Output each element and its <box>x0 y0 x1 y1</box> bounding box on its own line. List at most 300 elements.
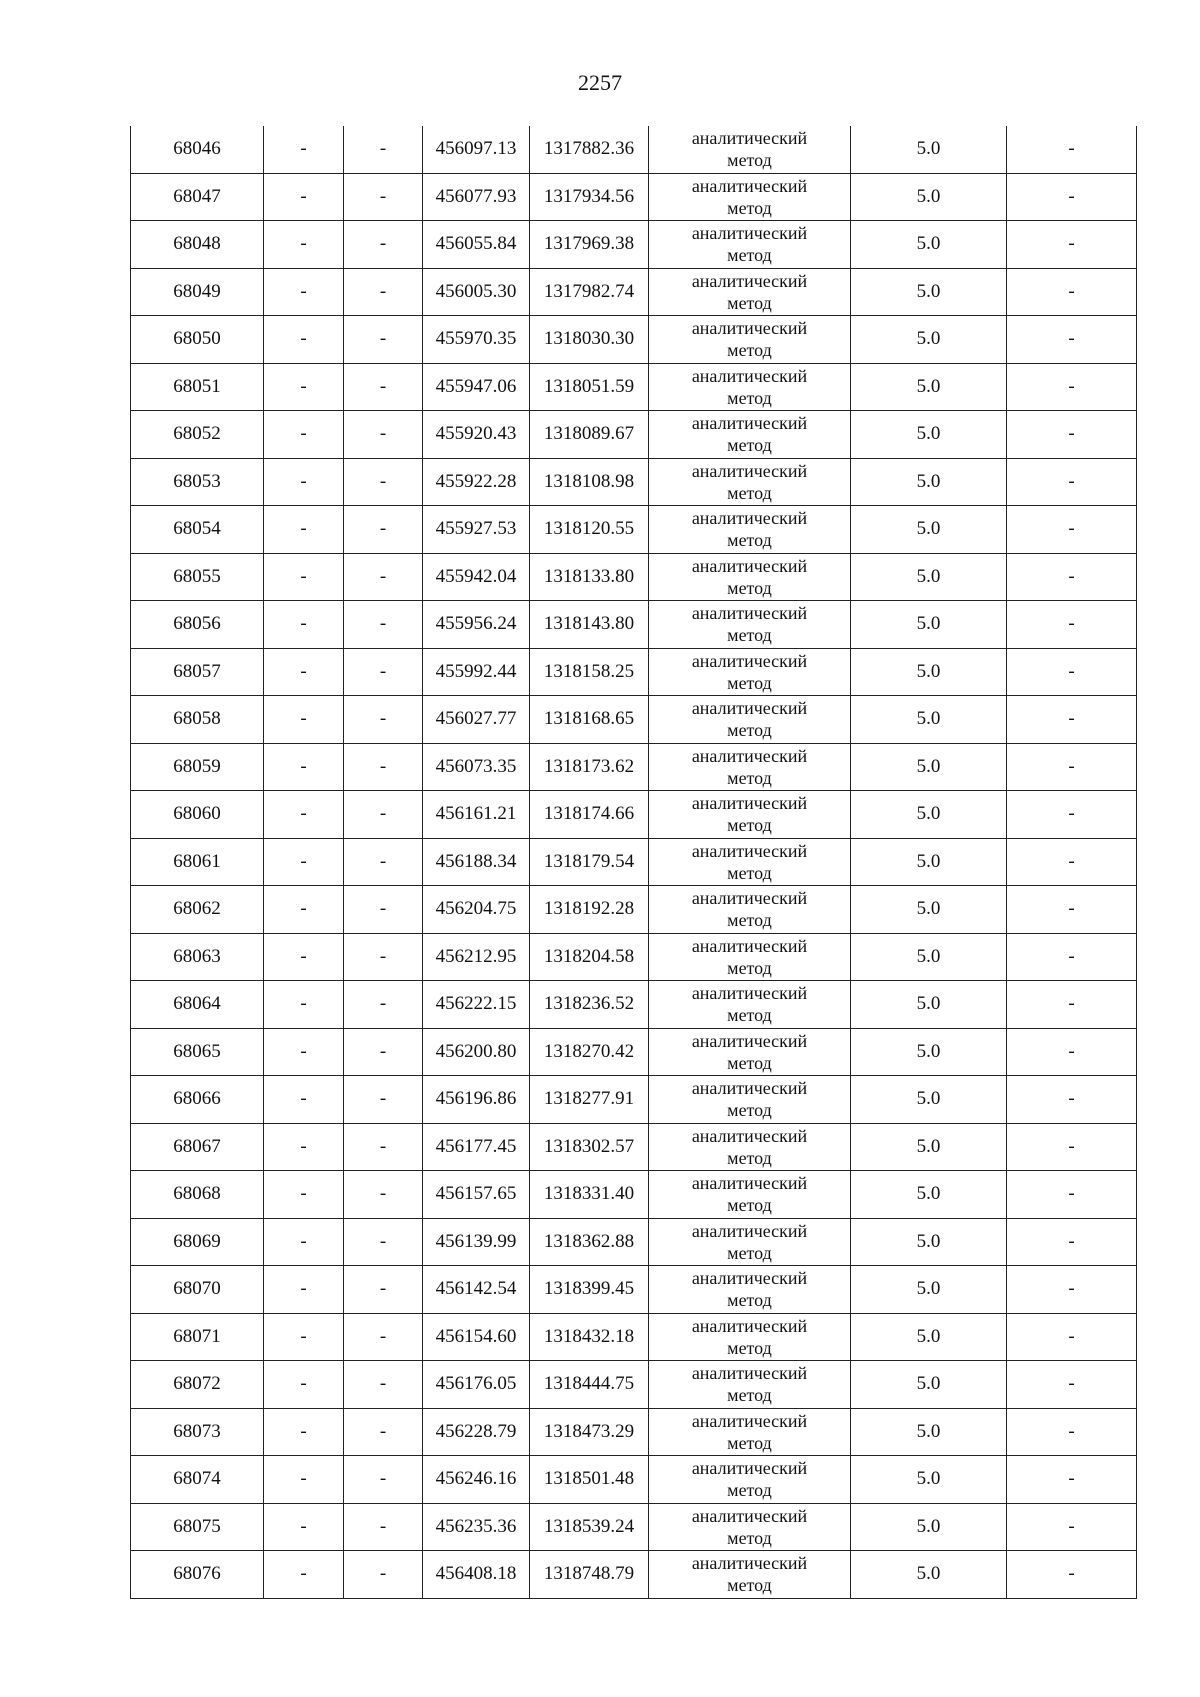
table-row <box>131 1551 1137 1599</box>
point-number-cell: 68064 <box>131 981 264 1029</box>
empty-value-cell: - <box>344 791 423 839</box>
method-line-2: метод <box>727 435 772 456</box>
method-cell <box>649 1171 851 1219</box>
empty-value-cell: - <box>344 411 423 459</box>
method-line-1: аналитический <box>691 460 808 481</box>
y-coordinate-cell: 1318192.28 <box>530 886 649 934</box>
point-number-cell: 68076 <box>131 1551 264 1599</box>
y-coordinate-cell: 1318158.25 <box>530 648 649 696</box>
x-coordinate-cell: 455956.24 <box>423 601 530 649</box>
empty-value-cell: - <box>1007 1076 1137 1124</box>
accuracy-cell: 5.0 <box>851 1266 1007 1314</box>
accuracy-cell: 5.0 <box>851 981 1007 1029</box>
method-line-1: аналитический <box>691 413 808 434</box>
method-cell <box>649 838 851 886</box>
accuracy-cell: 5.0 <box>851 933 1007 981</box>
accuracy-cell: 5.0 <box>851 696 1007 744</box>
empty-value-cell: - <box>1007 1028 1137 1076</box>
empty-value-cell: - <box>264 126 344 173</box>
empty-value-cell: - <box>264 1123 344 1171</box>
method-line-1: аналитический <box>691 1125 808 1146</box>
x-coordinate-cell: 456157.65 <box>423 1171 530 1219</box>
method-cell <box>649 743 851 791</box>
table-row <box>131 1076 1137 1124</box>
table-row <box>131 1456 1137 1504</box>
method-line-2: метод <box>727 1432 772 1453</box>
method-line-2: метод <box>727 387 772 408</box>
empty-value-cell: - <box>264 506 344 554</box>
method-line-1: аналитический <box>691 1315 808 1336</box>
table-row <box>131 1218 1137 1266</box>
empty-value-cell: - <box>344 1361 423 1409</box>
empty-value-cell: - <box>1007 981 1137 1029</box>
method-line-2: метод <box>727 1052 772 1073</box>
accuracy-cell: 5.0 <box>851 458 1007 506</box>
y-coordinate-cell: 1318236.52 <box>530 981 649 1029</box>
empty-value-cell: - <box>264 838 344 886</box>
empty-value-cell: - <box>264 553 344 601</box>
method-cell <box>649 221 851 269</box>
y-coordinate-cell: 1317982.74 <box>530 268 649 316</box>
accuracy-cell: 5.0 <box>851 1313 1007 1361</box>
table-row <box>131 411 1137 459</box>
empty-value-cell: - <box>1007 1361 1137 1409</box>
method-line-1: аналитический <box>691 270 808 291</box>
empty-value-cell: - <box>344 601 423 649</box>
empty-value-cell: - <box>344 506 423 554</box>
method-cell <box>649 1503 851 1551</box>
method-line-1: аналитический <box>691 745 808 766</box>
empty-value-cell: - <box>1007 268 1137 316</box>
method-line-2: метод <box>727 815 772 836</box>
accuracy-cell: 5.0 <box>851 791 1007 839</box>
empty-value-cell: - <box>1007 458 1137 506</box>
y-coordinate-cell: 1318174.66 <box>530 791 649 839</box>
empty-value-cell: - <box>264 1551 344 1599</box>
empty-value-cell: - <box>344 838 423 886</box>
table-body <box>131 126 1137 1598</box>
empty-value-cell: - <box>344 1028 423 1076</box>
method-line-2: метод <box>727 1195 772 1216</box>
empty-value-cell: - <box>264 1171 344 1219</box>
point-number-cell: 68068 <box>131 1171 264 1219</box>
method-cell <box>649 506 851 554</box>
accuracy-cell: 5.0 <box>851 173 1007 221</box>
accuracy-cell: 5.0 <box>851 411 1007 459</box>
x-coordinate-cell: 456176.05 <box>423 1361 530 1409</box>
empty-value-cell: - <box>264 1028 344 1076</box>
empty-value-cell: - <box>344 173 423 221</box>
method-line-1: аналитический <box>691 128 808 149</box>
method-cell <box>649 553 851 601</box>
empty-value-cell: - <box>264 886 344 934</box>
table-row <box>131 1266 1137 1314</box>
method-cell <box>649 1408 851 1456</box>
accuracy-cell: 5.0 <box>851 1076 1007 1124</box>
table-row <box>131 1313 1137 1361</box>
empty-value-cell: - <box>344 316 423 364</box>
x-coordinate-cell: 456188.34 <box>423 838 530 886</box>
x-coordinate-cell: 456212.95 <box>423 933 530 981</box>
table-row <box>131 506 1137 554</box>
x-coordinate-cell: 456246.16 <box>423 1456 530 1504</box>
empty-value-cell: - <box>1007 1266 1137 1314</box>
accuracy-cell: 5.0 <box>851 838 1007 886</box>
y-coordinate-cell: 1318539.24 <box>530 1503 649 1551</box>
method-line-2: метод <box>727 292 772 313</box>
y-coordinate-cell: 1318399.45 <box>530 1266 649 1314</box>
y-coordinate-cell: 1317934.56 <box>530 173 649 221</box>
method-line-1: аналитический <box>691 365 808 386</box>
table-row <box>131 601 1137 649</box>
accuracy-cell: 5.0 <box>851 1361 1007 1409</box>
empty-value-cell: - <box>1007 886 1137 934</box>
accuracy-cell: 5.0 <box>851 268 1007 316</box>
method-cell <box>649 933 851 981</box>
table-row <box>131 791 1137 839</box>
empty-value-cell: - <box>1007 553 1137 601</box>
page-number: 2257 <box>578 70 622 95</box>
empty-value-cell: - <box>1007 126 1137 173</box>
x-coordinate-cell: 456408.18 <box>423 1551 530 1599</box>
method-line-1: аналитический <box>691 1173 808 1194</box>
method-cell <box>649 791 851 839</box>
table-row <box>131 1361 1137 1409</box>
empty-value-cell: - <box>264 1503 344 1551</box>
empty-value-cell: - <box>1007 1218 1137 1266</box>
table-row <box>131 363 1137 411</box>
table-row <box>131 838 1137 886</box>
empty-value-cell: - <box>344 648 423 696</box>
point-number-cell: 68050 <box>131 316 264 364</box>
method-line-1: аналитический <box>691 508 808 529</box>
table-row <box>131 1123 1137 1171</box>
x-coordinate-cell: 456196.86 <box>423 1076 530 1124</box>
point-number-cell: 68052 <box>131 411 264 459</box>
method-line-1: аналитический <box>691 603 808 624</box>
y-coordinate-cell: 1318748.79 <box>530 1551 649 1599</box>
point-number-cell: 68065 <box>131 1028 264 1076</box>
empty-value-cell: - <box>344 221 423 269</box>
method-cell <box>649 1028 851 1076</box>
x-coordinate-cell: 456222.15 <box>423 981 530 1029</box>
accuracy-cell: 5.0 <box>851 1028 1007 1076</box>
method-line-1: аналитический <box>691 1030 808 1051</box>
empty-value-cell: - <box>344 981 423 1029</box>
method-cell <box>649 1361 851 1409</box>
method-line-1: аналитический <box>691 650 808 671</box>
method-line-1: аналитический <box>691 1458 808 1479</box>
accuracy-cell: 5.0 <box>851 363 1007 411</box>
empty-value-cell: - <box>344 743 423 791</box>
method-cell <box>649 173 851 221</box>
table-row <box>131 126 1137 173</box>
accuracy-cell: 5.0 <box>851 1218 1007 1266</box>
method-line-2: метод <box>727 862 772 883</box>
accuracy-cell: 5.0 <box>851 316 1007 364</box>
method-line-1: аналитический <box>691 793 808 814</box>
method-line-1: аналитический <box>691 888 808 909</box>
table-row <box>131 1503 1137 1551</box>
y-coordinate-cell: 1318030.30 <box>530 316 649 364</box>
empty-value-cell: - <box>264 1266 344 1314</box>
y-coordinate-cell: 1318120.55 <box>530 506 649 554</box>
method-line-2: метод <box>727 1337 772 1358</box>
x-coordinate-cell: 456204.75 <box>423 886 530 934</box>
table-row <box>131 648 1137 696</box>
point-number-cell: 68048 <box>131 221 264 269</box>
empty-value-cell: - <box>264 1076 344 1124</box>
method-cell <box>649 696 851 744</box>
point-number-cell: 68058 <box>131 696 264 744</box>
point-number-cell: 68054 <box>131 506 264 554</box>
empty-value-cell: - <box>264 981 344 1029</box>
empty-value-cell: - <box>1007 1123 1137 1171</box>
method-cell <box>649 886 851 934</box>
table-row <box>131 933 1137 981</box>
empty-value-cell: - <box>344 696 423 744</box>
method-cell <box>649 268 851 316</box>
method-line-2: метод <box>727 957 772 978</box>
y-coordinate-cell: 1318302.57 <box>530 1123 649 1171</box>
y-coordinate-cell: 1317969.38 <box>530 221 649 269</box>
y-coordinate-cell: 1318173.62 <box>530 743 649 791</box>
empty-value-cell: - <box>344 1313 423 1361</box>
table-row <box>131 1028 1137 1076</box>
method-cell <box>649 648 851 696</box>
table-row <box>131 981 1137 1029</box>
method-line-2: метод <box>727 625 772 646</box>
method-line-2: метод <box>727 1385 772 1406</box>
empty-value-cell: - <box>264 411 344 459</box>
method-cell <box>649 1456 851 1504</box>
x-coordinate-cell: 456027.77 <box>423 696 530 744</box>
x-coordinate-cell: 456097.13 <box>423 126 530 173</box>
empty-value-cell: - <box>264 173 344 221</box>
table-row <box>131 696 1137 744</box>
method-cell <box>649 1218 851 1266</box>
empty-value-cell: - <box>1007 1313 1137 1361</box>
point-number-cell: 68053 <box>131 458 264 506</box>
method-cell <box>649 126 851 173</box>
x-coordinate-cell: 456139.99 <box>423 1218 530 1266</box>
method-line-2: метод <box>727 1005 772 1026</box>
accuracy-cell: 5.0 <box>851 743 1007 791</box>
method-line-1: аналитический <box>691 840 808 861</box>
method-line-2: метод <box>727 910 772 931</box>
method-line-2: метод <box>727 577 772 598</box>
method-line-1: аналитический <box>691 1268 808 1289</box>
method-cell <box>649 1123 851 1171</box>
x-coordinate-cell: 455970.35 <box>423 316 530 364</box>
x-coordinate-cell: 455942.04 <box>423 553 530 601</box>
method-line-1: аналитический <box>691 935 808 956</box>
x-coordinate-cell: 456005.30 <box>423 268 530 316</box>
point-number-cell: 68075 <box>131 1503 264 1551</box>
method-line-1: аналитический <box>691 175 808 196</box>
y-coordinate-cell: 1318362.88 <box>530 1218 649 1266</box>
empty-value-cell: - <box>264 791 344 839</box>
empty-value-cell: - <box>1007 1408 1137 1456</box>
method-line-2: метод <box>727 1480 772 1501</box>
point-number-cell: 68074 <box>131 1456 264 1504</box>
table-row <box>131 268 1137 316</box>
x-coordinate-cell: 456077.93 <box>423 173 530 221</box>
method-line-2: метод <box>727 1527 772 1548</box>
y-coordinate-cell: 1318501.48 <box>530 1456 649 1504</box>
x-coordinate-cell: 456142.54 <box>423 1266 530 1314</box>
empty-value-cell: - <box>344 268 423 316</box>
point-number-cell: 68059 <box>131 743 264 791</box>
empty-value-cell: - <box>264 268 344 316</box>
empty-value-cell: - <box>264 743 344 791</box>
empty-value-cell: - <box>1007 1171 1137 1219</box>
x-coordinate-cell: 456055.84 <box>423 221 530 269</box>
empty-value-cell: - <box>1007 506 1137 554</box>
empty-value-cell: - <box>344 1218 423 1266</box>
method-line-2: метод <box>727 1575 772 1596</box>
accuracy-cell: 5.0 <box>851 1408 1007 1456</box>
empty-value-cell: - <box>1007 316 1137 364</box>
point-number-cell: 68063 <box>131 933 264 981</box>
empty-value-cell: - <box>264 601 344 649</box>
empty-value-cell: - <box>264 1456 344 1504</box>
table-row <box>131 221 1137 269</box>
method-line-1: аналитический <box>691 698 808 719</box>
method-cell <box>649 1551 851 1599</box>
point-number-cell: 68072 <box>131 1361 264 1409</box>
table-row <box>131 1171 1137 1219</box>
x-coordinate-cell: 456235.36 <box>423 1503 530 1551</box>
method-cell <box>649 363 851 411</box>
method-line-2: метод <box>727 245 772 266</box>
accuracy-cell: 5.0 <box>851 1171 1007 1219</box>
accuracy-cell: 5.0 <box>851 601 1007 649</box>
y-coordinate-cell: 1318270.42 <box>530 1028 649 1076</box>
y-coordinate-cell: 1318168.65 <box>530 696 649 744</box>
empty-value-cell: - <box>264 933 344 981</box>
y-coordinate-cell: 1318051.59 <box>530 363 649 411</box>
empty-value-cell: - <box>344 1551 423 1599</box>
empty-value-cell: - <box>1007 363 1137 411</box>
empty-value-cell: - <box>264 1313 344 1361</box>
accuracy-cell: 5.0 <box>851 506 1007 554</box>
point-number-cell: 68070 <box>131 1266 264 1314</box>
table-row <box>131 743 1137 791</box>
table-row <box>131 173 1137 221</box>
method-line-1: аналитический <box>691 1553 808 1574</box>
empty-value-cell: - <box>264 458 344 506</box>
empty-value-cell: - <box>344 886 423 934</box>
empty-value-cell: - <box>344 1123 423 1171</box>
method-line-2: метод <box>727 530 772 551</box>
method-line-1: аналитический <box>691 1505 808 1526</box>
empty-value-cell: - <box>1007 933 1137 981</box>
x-coordinate-cell: 456200.80 <box>423 1028 530 1076</box>
empty-value-cell: - <box>264 1361 344 1409</box>
empty-value-cell: - <box>1007 791 1137 839</box>
empty-value-cell: - <box>1007 838 1137 886</box>
y-coordinate-cell: 1318331.40 <box>530 1171 649 1219</box>
empty-value-cell: - <box>344 1076 423 1124</box>
table-row <box>131 1408 1137 1456</box>
y-coordinate-cell: 1318444.75 <box>530 1361 649 1409</box>
x-coordinate-cell: 455947.06 <box>423 363 530 411</box>
y-coordinate-cell: 1318473.29 <box>530 1408 649 1456</box>
empty-value-cell: - <box>1007 221 1137 269</box>
accuracy-cell: 5.0 <box>851 553 1007 601</box>
empty-value-cell: - <box>1007 173 1137 221</box>
method-line-2: метод <box>727 1242 772 1263</box>
y-coordinate-cell: 1318277.91 <box>530 1076 649 1124</box>
empty-value-cell: - <box>344 1266 423 1314</box>
empty-value-cell: - <box>264 363 344 411</box>
y-coordinate-cell: 1317882.36 <box>530 126 649 173</box>
empty-value-cell: - <box>264 1408 344 1456</box>
x-coordinate-cell: 455922.28 <box>423 458 530 506</box>
point-number-cell: 68051 <box>131 363 264 411</box>
method-line-1: аналитический <box>691 1220 808 1241</box>
point-number-cell: 68047 <box>131 173 264 221</box>
method-cell <box>649 1076 851 1124</box>
method-line-2: метод <box>727 672 772 693</box>
method-line-1: аналитический <box>691 223 808 244</box>
point-number-cell: 68067 <box>131 1123 264 1171</box>
accuracy-cell: 5.0 <box>851 1503 1007 1551</box>
empty-value-cell: - <box>1007 1503 1137 1551</box>
method-cell <box>649 316 851 364</box>
x-coordinate-cell: 456073.35 <box>423 743 530 791</box>
x-coordinate-cell: 456177.45 <box>423 1123 530 1171</box>
method-line-1: аналитический <box>691 983 808 1004</box>
point-number-cell: 68062 <box>131 886 264 934</box>
method-cell <box>649 458 851 506</box>
method-cell <box>649 981 851 1029</box>
accuracy-cell: 5.0 <box>851 886 1007 934</box>
method-line-1: аналитический <box>691 1410 808 1431</box>
table-row <box>131 553 1137 601</box>
x-coordinate-cell: 455920.43 <box>423 411 530 459</box>
empty-value-cell: - <box>264 221 344 269</box>
empty-value-cell: - <box>264 1218 344 1266</box>
x-coordinate-cell: 455992.44 <box>423 648 530 696</box>
method-line-2: метод <box>727 340 772 361</box>
empty-value-cell: - <box>1007 1551 1137 1599</box>
method-line-1: аналитический <box>691 555 808 576</box>
method-line-2: метод <box>727 767 772 788</box>
point-number-cell: 68073 <box>131 1408 264 1456</box>
point-number-cell: 68060 <box>131 791 264 839</box>
y-coordinate-cell: 1318133.80 <box>530 553 649 601</box>
x-coordinate-cell: 455927.53 <box>423 506 530 554</box>
x-coordinate-cell: 456154.60 <box>423 1313 530 1361</box>
accuracy-cell: 5.0 <box>851 1456 1007 1504</box>
table-row <box>131 458 1137 506</box>
x-coordinate-cell: 456161.21 <box>423 791 530 839</box>
point-number-cell: 68071 <box>131 1313 264 1361</box>
method-cell <box>649 1313 851 1361</box>
empty-value-cell: - <box>1007 648 1137 696</box>
empty-value-cell: - <box>264 316 344 364</box>
method-line-2: метод <box>727 1147 772 1168</box>
point-number-cell: 68061 <box>131 838 264 886</box>
empty-value-cell: - <box>1007 601 1137 649</box>
method-cell <box>649 411 851 459</box>
method-line-2: метод <box>727 197 772 218</box>
point-number-cell: 68046 <box>131 126 264 173</box>
accuracy-cell: 5.0 <box>851 221 1007 269</box>
point-number-cell: 68057 <box>131 648 264 696</box>
